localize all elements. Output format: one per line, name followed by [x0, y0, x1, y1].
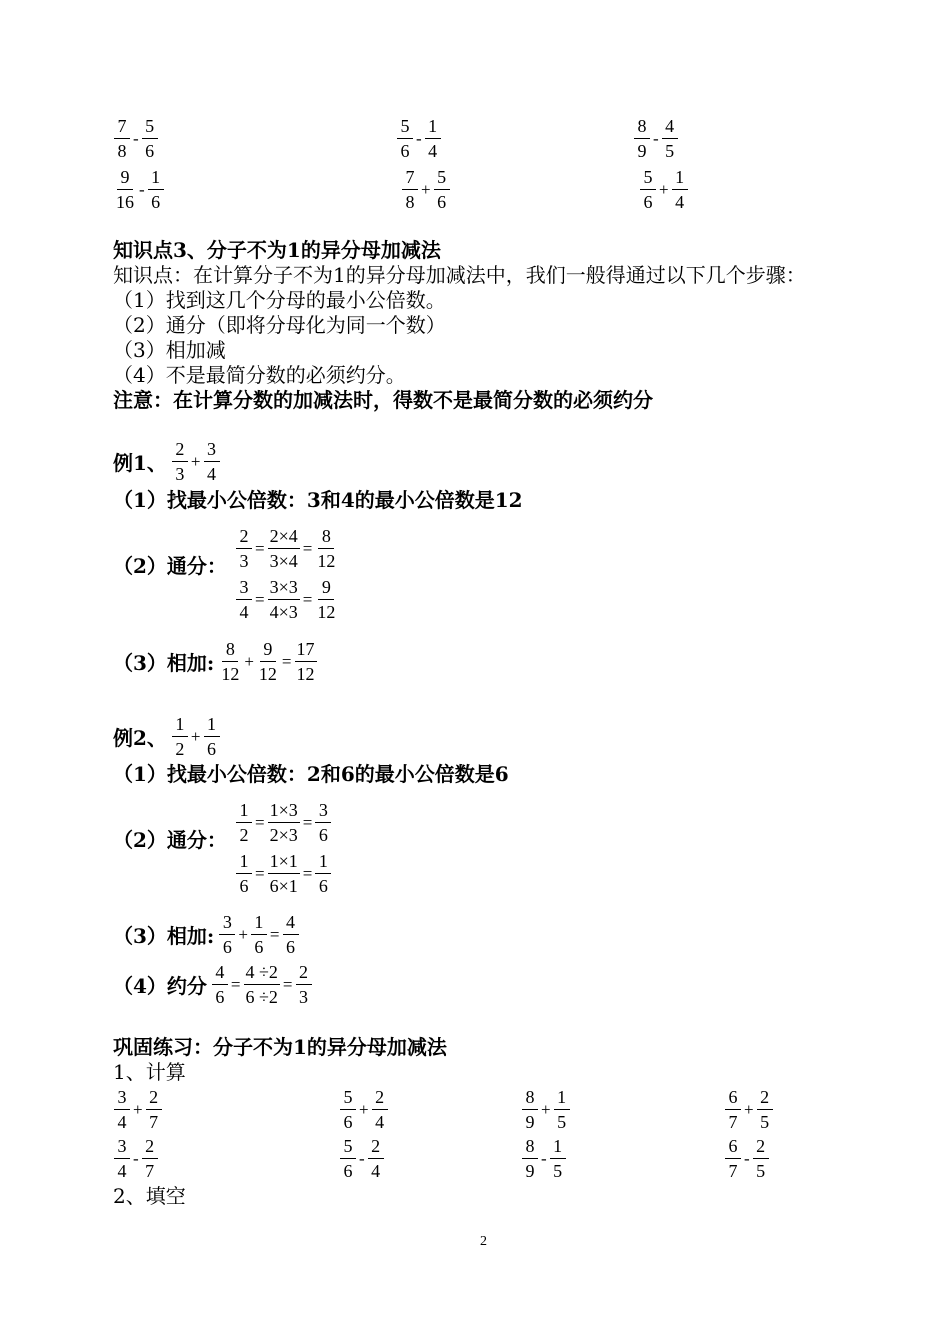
equals-sign: =	[282, 974, 293, 994]
fraction	[433, 165, 451, 214]
numerator: 5	[142, 114, 158, 139]
operator: +	[744, 1099, 754, 1119]
fraction	[314, 524, 338, 573]
numerator: 8	[318, 524, 334, 549]
fraction	[113, 165, 137, 214]
example2-step1: （1）找最小公倍数：2和6的最小公倍数是6	[113, 762, 509, 786]
numerator: 1	[172, 712, 188, 737]
operator: +	[238, 924, 248, 944]
denominator: 3	[175, 464, 185, 484]
operator: -	[359, 1148, 365, 1168]
step-item: （2）通分（即将分母化为同一个数）	[113, 313, 446, 337]
fraction	[339, 1085, 357, 1134]
fraction	[371, 1085, 389, 1134]
numerator: 5	[340, 1134, 356, 1159]
denominator: 6	[222, 937, 232, 957]
sum-expression	[218, 910, 299, 959]
denominator: 6	[318, 876, 328, 896]
equals-sign: =	[269, 924, 280, 944]
fraction	[267, 524, 301, 573]
fraction	[218, 637, 242, 686]
fraction	[639, 165, 657, 214]
numerator: 5	[434, 165, 450, 190]
numerator: 2	[172, 437, 188, 462]
denominator: 6	[145, 141, 155, 161]
operator: -	[416, 128, 422, 148]
numerator: 5	[640, 165, 656, 190]
numerator: 6	[725, 1085, 741, 1110]
equals-sign: =	[302, 812, 313, 832]
denominator: 7	[149, 1112, 159, 1132]
denominator: 6	[239, 876, 249, 896]
denominator: 6	[318, 825, 328, 845]
fraction	[267, 575, 301, 624]
denominator: 4	[117, 1112, 127, 1132]
numerator: 1×3	[268, 798, 300, 823]
fraction	[141, 114, 159, 163]
denominator: 2×3	[269, 825, 298, 845]
operator: -	[133, 1148, 139, 1168]
fraction	[267, 798, 301, 847]
numerator: 2	[146, 1085, 162, 1110]
denominator: 5	[553, 1161, 563, 1181]
consolidation-title: 巩固练习：分子不为1的异分母加减法	[113, 1035, 447, 1059]
numerator: 9	[318, 575, 334, 600]
denominator: 4	[371, 1161, 381, 1181]
example2-step3	[113, 910, 300, 959]
equals-sign: =	[302, 589, 313, 609]
note: 注意：在计算分数的加减法时，得数不是最简分数的必须约分	[113, 388, 653, 412]
denominator: 3	[239, 551, 249, 571]
fraction	[203, 437, 221, 486]
denominator: 12	[258, 664, 277, 684]
numerator: 8	[634, 114, 650, 139]
fraction	[314, 798, 332, 847]
denominator: 6	[643, 192, 653, 212]
exercise-heading-1: 1、计算	[113, 1060, 186, 1084]
fraction	[256, 637, 280, 686]
fraction	[243, 960, 281, 1009]
example-label: 例2、	[113, 726, 167, 750]
step-item: （4）不是最简分数的必须约分。	[113, 363, 406, 387]
fraction	[295, 960, 313, 1009]
denominator: 4	[117, 1161, 127, 1181]
fraction	[401, 165, 419, 214]
denominator: 7	[728, 1161, 738, 1181]
example-expression	[171, 437, 221, 486]
operator: -	[541, 1148, 547, 1168]
operator: +	[244, 651, 254, 671]
denominator: 7	[728, 1112, 738, 1132]
example1-step1: （1）找最小公倍数：3和4的最小公倍数是12	[113, 488, 523, 512]
fraction	[235, 849, 253, 898]
fraction	[211, 960, 229, 1009]
numerator: 2	[757, 1085, 773, 1110]
denominator: 4	[675, 192, 685, 212]
fraction	[314, 575, 338, 624]
fraction	[549, 1134, 567, 1183]
sum-expression	[218, 637, 317, 686]
simplify-expression	[211, 960, 313, 1009]
numerator: 8	[222, 637, 238, 662]
fraction	[141, 1134, 159, 1183]
operator: +	[190, 726, 201, 746]
denominator: 8	[117, 141, 127, 161]
numerator: 1	[204, 712, 220, 737]
fraction	[756, 1085, 774, 1134]
fraction	[724, 1085, 742, 1134]
numerator: 1	[315, 849, 331, 874]
fraction	[113, 114, 131, 163]
section-title: 知识点3、分子不为1的异分母加减法	[113, 238, 441, 262]
numerator: 3	[315, 798, 331, 823]
denominator: 4	[428, 141, 438, 161]
reduction-line	[235, 849, 332, 898]
numerator: 1	[236, 849, 252, 874]
numerator: 4	[212, 960, 228, 985]
numerator: 5	[340, 1085, 356, 1110]
exercise-heading-2: 2、填空	[113, 1184, 186, 1208]
exercise-problem	[339, 1085, 389, 1134]
fraction	[752, 1134, 770, 1183]
numerator: 1	[251, 910, 267, 935]
denominator: 2	[175, 739, 185, 759]
fraction	[396, 114, 414, 163]
numerator: 2	[372, 1085, 388, 1110]
exercise-problem	[339, 1134, 385, 1183]
numerator: 8	[522, 1085, 538, 1110]
fraction	[633, 114, 651, 163]
fraction	[339, 1134, 357, 1183]
fraction	[424, 114, 442, 163]
operator: -	[653, 128, 659, 148]
exercise-problem	[113, 1134, 159, 1183]
example-expression	[171, 712, 221, 761]
denominator: 6	[254, 937, 264, 957]
denominator: 6	[215, 987, 225, 1007]
denominator: 6	[286, 937, 295, 957]
numerator: 2	[753, 1134, 769, 1159]
numerator: 2	[236, 524, 252, 549]
numerator: 2×4	[268, 524, 300, 549]
equals-sign: =	[255, 863, 265, 883]
fraction	[235, 524, 253, 573]
denominator: 5	[760, 1112, 770, 1132]
reduction-line	[235, 798, 332, 847]
numerator: 1	[148, 165, 164, 190]
page-number: 2	[480, 1234, 487, 1249]
step3-label: （3）相加:	[113, 651, 215, 675]
denominator: 3×4	[269, 551, 298, 571]
fraction	[235, 575, 253, 624]
denominator: 7	[145, 1161, 155, 1181]
example1-step3	[113, 637, 318, 686]
exercise-problem	[724, 1085, 774, 1134]
denominator: 5	[557, 1112, 567, 1132]
numerator: 4 ÷2	[244, 960, 280, 985]
equals-sign: =	[255, 538, 265, 558]
numerator: 9	[260, 637, 276, 662]
denominator: 6×1	[269, 876, 298, 896]
fraction	[294, 637, 318, 686]
step-item: （3）相加减	[113, 338, 226, 362]
fraction	[314, 849, 332, 898]
denominator: 4	[375, 1112, 385, 1132]
denominator: 6	[207, 739, 217, 759]
exercise-problem	[724, 1134, 770, 1183]
practice-problem	[113, 165, 165, 214]
example1-heading	[113, 437, 221, 486]
practice-problem	[401, 165, 451, 214]
fraction	[282, 910, 300, 959]
numerator: 7	[114, 114, 130, 139]
numerator: 4	[662, 114, 678, 139]
practice-problem	[113, 114, 159, 163]
operator: +	[133, 1099, 143, 1119]
practice-problem	[639, 165, 689, 214]
numerator: 17	[295, 637, 317, 662]
numerator: 3×3	[268, 575, 300, 600]
step-item: （1）找到这几个分母的最小公倍数。	[113, 288, 446, 312]
denominator: 4	[207, 464, 217, 484]
fraction	[145, 1085, 163, 1134]
denominator: 16	[116, 192, 134, 212]
denominator: 12	[317, 602, 336, 622]
numerator: 1	[554, 1085, 570, 1110]
operator: -	[133, 128, 139, 148]
numerator: 9	[117, 165, 133, 190]
denominator: 12	[296, 664, 315, 684]
denominator: 5	[665, 141, 675, 161]
operator: +	[421, 179, 431, 199]
denominator: 6	[343, 1112, 353, 1132]
exercise-problem	[113, 1085, 163, 1134]
equals-sign: =	[255, 812, 265, 832]
denominator: 3	[299, 987, 308, 1007]
numerator: 1	[672, 165, 688, 190]
numerator: 1	[550, 1134, 566, 1159]
fraction	[113, 1085, 131, 1134]
fraction	[724, 1134, 742, 1183]
fraction	[671, 165, 689, 214]
fraction	[203, 712, 221, 761]
denominator: 6	[151, 192, 161, 212]
denominator: 12	[221, 664, 240, 684]
fraction	[235, 798, 253, 847]
operator: +	[541, 1099, 551, 1119]
equals-sign: =	[230, 974, 241, 994]
denominator: 2	[239, 825, 249, 845]
numerator: 4	[283, 910, 299, 935]
step3-label: （3）相加:	[113, 924, 215, 948]
operator: +	[659, 179, 669, 199]
numerator: 5	[397, 114, 413, 139]
numerator: 2	[368, 1134, 384, 1159]
operator: -	[744, 1148, 750, 1168]
numerator: 3	[219, 910, 235, 935]
denominator: 6 ÷2	[245, 987, 278, 1007]
fraction	[661, 114, 679, 163]
numerator: 3	[114, 1085, 130, 1110]
numerator: 2	[142, 1134, 158, 1159]
denominator: 4	[239, 602, 249, 622]
fraction	[171, 712, 189, 761]
numerator: 3	[204, 437, 220, 462]
equals-sign: =	[302, 538, 313, 558]
denominator: 6	[400, 141, 410, 161]
reduction-line	[235, 575, 338, 624]
numerator: 1	[236, 798, 252, 823]
example-label: 例1、	[113, 451, 167, 475]
numerator: 3	[114, 1134, 130, 1159]
example2-step2-label: （2）通分：	[113, 828, 227, 852]
section-intro: 知识点：在计算分子不为1的异分母加减法中，我们一般得通过以下几个步骤：	[113, 263, 806, 287]
example1-step2-label: （2）通分：	[113, 554, 227, 578]
practice-problem	[396, 114, 442, 163]
exercise-problem	[521, 1085, 571, 1134]
numerator: 6	[725, 1134, 741, 1159]
fraction	[218, 910, 236, 959]
denominator: 9	[525, 1112, 535, 1132]
numerator: 1	[425, 114, 441, 139]
denominator: 6	[343, 1161, 353, 1181]
denominator: 12	[317, 551, 336, 571]
operator: +	[190, 451, 201, 471]
fraction	[113, 1134, 131, 1183]
equals-sign: =	[302, 863, 313, 883]
denominator: 9	[637, 141, 647, 161]
equals-sign: =	[281, 651, 292, 671]
fraction	[147, 165, 165, 214]
numerator: 3	[236, 575, 252, 600]
numerator: 8	[522, 1134, 538, 1159]
fraction	[553, 1085, 571, 1134]
step4-label: （4）约分	[113, 974, 207, 998]
practice-problem	[633, 114, 679, 163]
example2-step4	[113, 960, 313, 1009]
denominator: 8	[405, 192, 415, 212]
denominator: 5	[756, 1161, 766, 1181]
fraction	[521, 1134, 539, 1183]
fraction	[521, 1085, 539, 1134]
reduction-line	[235, 524, 338, 573]
denominator: 6	[437, 192, 447, 212]
denominator: 9	[525, 1161, 535, 1181]
numerator: 2	[296, 960, 312, 985]
numerator: 7	[402, 165, 418, 190]
fraction	[367, 1134, 385, 1183]
numerator: 1×1	[268, 849, 300, 874]
fraction	[250, 910, 268, 959]
operator: -	[139, 179, 145, 199]
exercise-problem	[521, 1134, 567, 1183]
denominator: 4×3	[269, 602, 298, 622]
equals-sign: =	[255, 589, 265, 609]
fraction	[267, 849, 301, 898]
operator: +	[359, 1099, 369, 1119]
example2-heading	[113, 712, 221, 761]
fraction	[171, 437, 189, 486]
